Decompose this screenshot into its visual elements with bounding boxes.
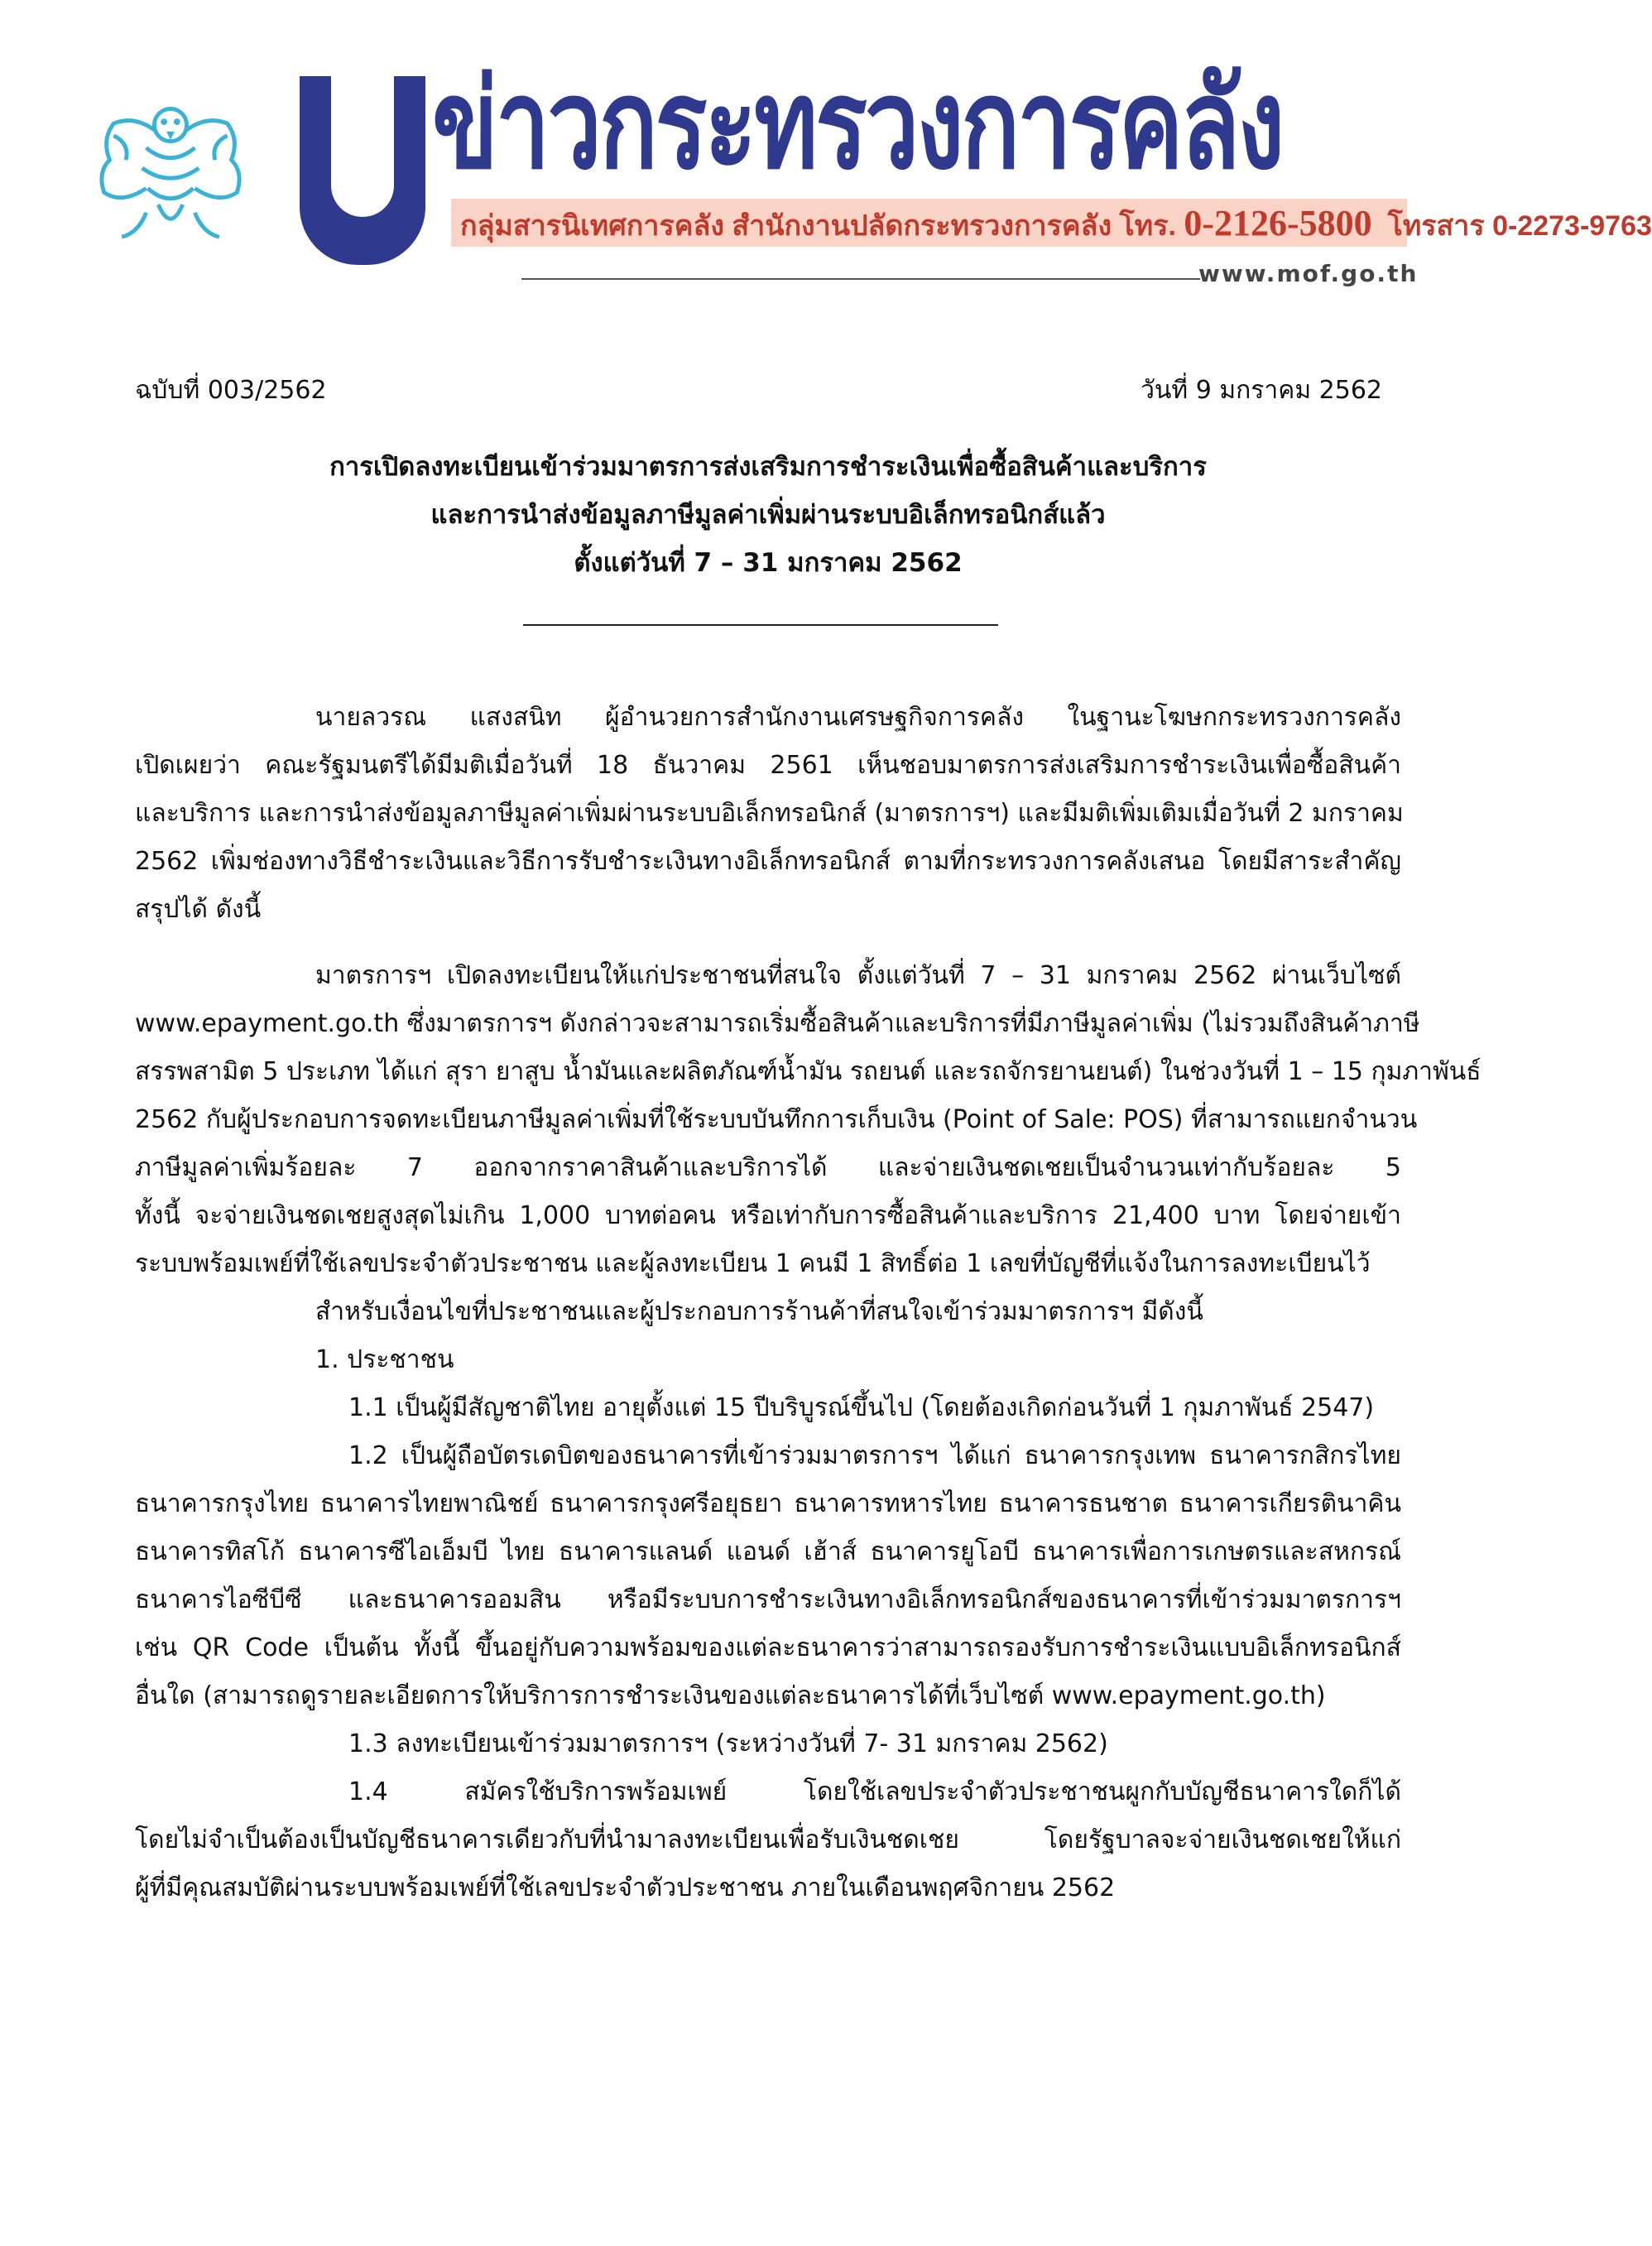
department-text: กลุ่มสารนิเทศการคลัง สำนักงานปลัดกระทรวงการคลัง โทร. bbox=[460, 210, 1176, 242]
logo-mark-cutout bbox=[331, 76, 394, 217]
text-line: เช่น QR Code เป็นต้น ทั้งนี้ ขึ้นอยู่กับความพร้อมของแต่ละธนาคารว่าสามารถรองรับการชำระเงินแบบอิเล็กทรอนิกส์ bbox=[135, 1633, 1401, 1662]
text-line: ธนาคารไอซีบีซี และธนาคารออมสิน หรือมีระบบการชำระเงินทางอิเล็กทรอนิกส์ของธนาคารที่เข้าร่วมมาตรการฯ bbox=[135, 1585, 1401, 1614]
fax-number: 0-2273-9763 bbox=[1492, 210, 1652, 242]
text-line: ธนาคารกรุงไทย ธนาคารไทยพาณิชย์ ธนาคารกรุงศรีอยุธยา ธนาคารทหารไทย ธนาคารธนชาต ธนาคารเกียรตินาคิน bbox=[135, 1489, 1401, 1518]
text-line: 1.3 ลงทะเบียนเข้าร่วมมาตรการฯ (ระหว่างวันที่ 7- 31 มกราคม 2562) bbox=[348, 1729, 1108, 1758]
text-line: 2562 กับผู้ประกอบการจดทะเบียนภาษีมูลค่าเพิ่มที่ใช้ระบบบันทึกการเก็บเงิน (Point of Sale: POS) ที่สามารถแยกจำนวน bbox=[135, 1105, 1418, 1134]
text-line: อื่นใด (สามารถดูรายละเอียดการให้บริการการชำระเงินของแต่ละธนาคารได้ที่เว็บไซต์ www.epayment.go.th) bbox=[135, 1681, 1326, 1710]
paragraph-intro bbox=[135, 694, 1404, 934]
text-line: 1.4 สมัครใช้บริการพร้อมเพย์ โดยใช้เลขประจำตัวประชาชนผูกกับบัญชีธนาคารใดก็ได้ bbox=[348, 1777, 1401, 1806]
paragraph-measures bbox=[135, 952, 1482, 1288]
issue-number: ฉบับที่ 003/2562 bbox=[135, 376, 327, 405]
text-line: เปิดเผยว่า คณะรัฐมนตรีได้มีมติเมื่อวันที่ 18 ธันวาคม 2561 เห็นชอบมาตรการส่งเสริมการชำระเงินเพื่อซื้อสินค้า bbox=[135, 751, 1401, 780]
condition-1-1: 1.1 เป็นผู้มีสัญชาติไทย อายุตั้งแต่ 15 ปีบริบูรณ์ขึ้นไป (โดยต้องเกิดก่อนวันที่ 1 กุมภาพันธ์ 2547) bbox=[348, 1393, 1375, 1422]
title-line-2: และการนำส่งข้อมูลภาษีมูลค่าเพิ่มผ่านระบบอิเล็กทรอนิกส์แล้ว bbox=[430, 500, 1106, 530]
fax-label: โทรสาร bbox=[1387, 210, 1485, 242]
contact-line bbox=[460, 203, 1652, 245]
text-line: ทั้งนี้ จะจ่ายเงินชดเชยสูงสุดไม่เกิน 1,000 บาทต่อคน หรือเท่ากับการซื้อสินค้าและบริการ 21,400 บาท โดยจ่ายเข้า bbox=[135, 1201, 1401, 1230]
phone-number: 0-2126-5800 bbox=[1184, 203, 1372, 243]
garuda-emblem-icon bbox=[89, 89, 252, 247]
title-line-1: การเปิดลงทะเบียนเข้าร่วมมาตรการส่งเสริมการชำระเงินเพื่อซื้อสินค้าและบริการ bbox=[329, 452, 1207, 482]
header-divider bbox=[521, 278, 1200, 280]
text-line: โดยไม่จำเป็นต้องเป็นบัญชีธนาคารเดียวกับที่นำมาลงทะเบียนเพื่อรับเงินชดเชย โดยรัฐบาลจะจ่ายเงินชดเชยให้แก่ bbox=[135, 1825, 1401, 1854]
text-line: ผู้ที่มีคุณสมบัติผ่านระบบพร้อมเพย์ที่ใช้เลขประจำตัวประชาชน ภายในเดือนพฤศจิกายน 2562 bbox=[135, 1873, 1116, 1902]
title-line-3: ตั้งแต่วันที่ 7 – 31 มกราคม 2562 bbox=[574, 548, 963, 578]
text-line: ธนาคารทิสโก้ ธนาคารซีไอเอ็มบี ไทย ธนาคารแลนด์ แอนด์ เฮ้าส์ ธนาคารยูโอบี ธนาคารเพื่อการเกษตรและสหกรณ์ bbox=[135, 1537, 1401, 1566]
condition-1-4 bbox=[135, 1768, 1401, 1912]
text-line: มาตรการฯ เปิดลงทะเบียนให้แก่ประชาชนที่สนใจ ตั้งแต่วันที่ 7 – 31 มกราคม 2562 ผ่านเว็บไซต์ bbox=[315, 961, 1401, 990]
text-line: และบริการ และการนำส่งข้อมูลภาษีมูลค่าเพิ่มผ่านระบบอิเล็กทรอนิกส์ (มาตรการฯ) และมีมติเพิ่มเติมเมื่อวันที่ 2 มกราคม bbox=[135, 799, 1404, 828]
newsletter-title: ข่าวกระทรวงการคลัง bbox=[432, 53, 1283, 197]
text-line: ระบบพร้อมเพย์ที่ใช้เลขประจำตัวประชาชน และผู้ลงทะเบียน 1 คนมี 1 สิทธิ์ต่อ 1 เลขที่บัญชีที่แจ้งในการลงทะเบียนไว้ bbox=[135, 1249, 1371, 1278]
text-line: 2562 เพิ่มช่องทางวิธีชำระเงินและวิธีการรับชำระเงินทางอิเล็กทรอนิกส์ ตามที่กระทรวงการคลังเสนอ โดยมีสาระสำคัญ bbox=[135, 847, 1401, 876]
text-line: ภาษีมูลค่าเพิ่มร้อยละ 7 ออกจากราคาสินค้าและบริการได้ และจ่ายเงินชดเชยเป็นจำนวนเท่ากับร้อยละ 5 bbox=[135, 1153, 1401, 1182]
paragraph-conditions bbox=[135, 1288, 1401, 1432]
text-line: สำหรับเงื่อนไขที่ประชาชนและผู้ประกอบการร้านค้าที่สนใจเข้าร่วมมาตรการฯ มีดังนี้ bbox=[315, 1297, 1203, 1326]
text-line: 1.2 เป็นผู้ถือบัตรเดบิตของธนาคารที่เข้าร่วมมาตรการฯ ได้แก่ ธนาคารกรุงเทพ ธนาคารกสิกรไทย bbox=[348, 1441, 1401, 1470]
issue-date: วันที่ 9 มกราคม 2562 bbox=[1141, 376, 1382, 405]
text-line: นายลวรณ แสงสนิท ผู้อำนวยการสำนักงานเศรษฐกิจการคลัง ในฐานะโฆษกกระทรวงการคลัง bbox=[315, 703, 1401, 732]
condition-1-3 bbox=[135, 1720, 1401, 1768]
title-underline bbox=[523, 624, 998, 626]
text-line: สรุปได้ ดังนี้ bbox=[135, 895, 262, 924]
website-url: www.mof.go.th bbox=[1198, 260, 1419, 287]
text-line: www.epayment.go.th ซึ่งมาตรการฯ ดังกล่าวจะสามารถเริ่มซื้อสินค้าและบริการที่มีภาษีมูลค่าเพิ่ม (ไม่รวมถึงสินค้าภาษี bbox=[135, 1009, 1420, 1038]
section-heading-citizens: 1. ประชาชน bbox=[315, 1345, 454, 1374]
text-line: สรรพสามิต 5 ประเภท ได้แก่ สุรา ยาสูบ น้ำมันและผลิตภัณฑ์น้ำมัน รถยนต์ และรถจักรยานยนต์) ในช่วงวันที่ 1 – 15 กุมภาพันธ์ bbox=[135, 1057, 1482, 1086]
condition-1-2 bbox=[135, 1432, 1401, 1720]
